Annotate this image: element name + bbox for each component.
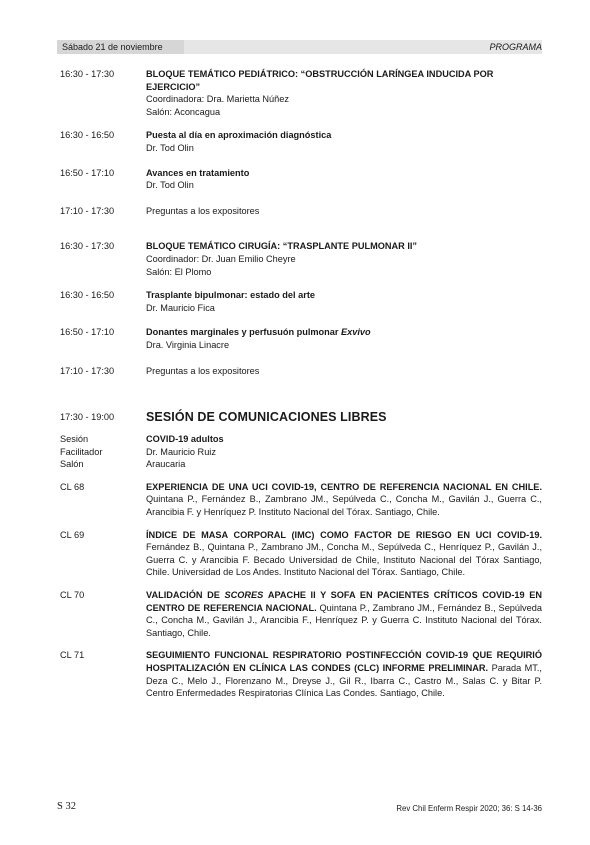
abstract-item <box>60 481 542 519</box>
session-room: Araucaria <box>146 459 186 470</box>
abstract-title: SEGUIMIENTO FUNCIONAL RESPIRATORIO POSTINFECCIÓN COVID-19 QUE REQUIRIÓ HOSPITALIZACIÓN EN CLÍNICA LAS CONDES (CLC) INFORME PRELIMINAR. <box>146 650 542 673</box>
abstract-code: CL 68 <box>60 481 85 492</box>
abstract-item <box>60 529 542 579</box>
abstract-authors: Quintana P., Zambrano JM., Fernández B., Sepúlveda C., Concha M., Gavilán J., Arancibia F., Henríquez P. y Guerra C. Instituto Nacional del Tórax. Santiago, Chile. <box>146 602 542 638</box>
abstract-title: EXPERIENCIA DE UNA UCI COVID-19, CENTRO DE REFERENCIA NACIONAL EN CHILE. <box>146 481 542 492</box>
abstract-code: CL 70 <box>60 590 85 601</box>
program-item <box>60 365 542 378</box>
room: Salón: El Plomo <box>146 266 212 277</box>
time-slot: 17:10 - 17:30 <box>60 365 115 376</box>
coordinator: Coordinadora: Dra. Marietta Núñez <box>146 94 289 105</box>
abstract-title: ÍNDICE DE MASA CORPORAL (IMC) COMO FACTOR DE RIESGO EN UCI COVID-19. <box>146 529 542 540</box>
session-header <box>60 410 542 424</box>
speaker: Dr. Tod Olin <box>146 180 194 191</box>
time-slot: 16:50 - 17:10 <box>60 167 115 178</box>
abstract-text <box>146 589 542 639</box>
time-slot: 16:50 - 17:10 <box>60 327 115 338</box>
time-slot: 17:10 - 17:30 <box>60 205 115 216</box>
program-item <box>60 240 542 278</box>
qa-label: Preguntas a los expositores <box>146 205 260 216</box>
block-title: BLOQUE TEMÁTICO PEDIÁTRICO: “OBSTRUCCIÓN LARÍNGEA INDUCIDA POR EJERCICIO” <box>146 69 494 92</box>
abstract-title-italic: SCORES <box>224 590 264 601</box>
abstract-title-pre: VALIDACIÓN DE <box>146 590 220 601</box>
abstract-text <box>146 529 542 579</box>
session-labels <box>60 433 146 471</box>
session-topic: COVID-19 adultos <box>146 434 224 445</box>
talk-title-italic: Exvivo <box>341 327 371 338</box>
program-item <box>60 289 542 314</box>
room: Salón: Aconcagua <box>146 106 221 117</box>
talk-title-text: Donantes marginales y perfusuón pulmonar <box>146 327 339 338</box>
time-slot: 16:30 - 17:30 <box>60 69 115 79</box>
label-room: Salón <box>60 459 84 470</box>
talk-title <box>146 326 542 339</box>
block-title: BLOQUE TEMÁTICO CIRUGÍA: “TRASPLANTE PULMONAR II” <box>146 241 418 252</box>
program-content <box>60 68 542 700</box>
time-slot: 16:30 - 17:30 <box>60 241 115 252</box>
speaker: Dr. Tod Olin <box>146 142 194 153</box>
label-facilitator: Facilitador <box>60 446 103 457</box>
time-slot: 17:30 - 19:00 <box>60 412 115 423</box>
talk-title: Trasplante bipulmonar: estado del arte <box>146 290 315 301</box>
abstract-text <box>146 481 542 519</box>
program-item <box>60 129 542 154</box>
session-title: SESIÓN DE COMUNICACIONES LIBRES <box>146 410 387 425</box>
abstract-item <box>60 589 542 639</box>
coordinator: Coordinador: Dr. Juan Emilio Cheyre <box>146 253 296 264</box>
time-slot: 16:30 - 16:50 <box>60 130 115 141</box>
talk-title: Puesta al día en aproximación diagnóstica <box>146 130 332 141</box>
qa-label: Preguntas a los expositores <box>146 365 260 376</box>
abstract-code: CL 71 <box>60 650 85 661</box>
speaker: Dra. Virginia Linacre <box>146 339 230 350</box>
speaker: Dr. Mauricio Fica <box>146 302 215 313</box>
header-section: PROGRAMA <box>489 42 542 52</box>
abstract-authors: Parada MT., Deza C., Melo J., Florenzano M., Dreyse J., Gil R., Ibarra C., Castro M., Salas C. y Bitar P. Centro Enfermedades Respiratorias Clínica Las Condes. Santiago, Chile. <box>146 663 542 699</box>
label-session: Sesión <box>60 434 89 445</box>
abstract-authors: Quintana P., Fernández B., Zambrano JM., Sepúlveda C., Concha M., Gavilán J., Guerra C., Arancibia F. y Henríquez P. Instituto Nacional del Tórax. Santiago, Chile. <box>146 494 542 518</box>
program-item <box>60 326 542 351</box>
session-info <box>60 433 542 471</box>
header-date: Sábado 21 de noviembre <box>57 40 184 54</box>
header-bar <box>184 40 542 54</box>
program-item <box>60 167 542 192</box>
abstract-code: CL 69 <box>60 529 85 540</box>
program-item <box>60 205 542 218</box>
program-item <box>60 68 542 118</box>
page-number: S 32 <box>57 801 76 812</box>
time-slot: 16:30 - 16:50 <box>60 290 115 301</box>
abstract-title: APACHE II Y SOFA EN PACIENTES CRÍTICOS COVID-19 EN CENTRO DE REFERENCIA NACIONAL. <box>146 590 542 613</box>
facilitator: Dr. Mauricio Ruiz <box>146 446 216 457</box>
talk-title: Avances en tratamiento <box>146 167 250 178</box>
abstract-authors: Fernández B., Quintana P., Zambrano JM., Concha M., Sepúlveda C., Henríquez P., Gavilán J., Guerra C. y Arancibia F. Becado Universidad de Chile, Instituto Nacional del Tórax Santiago, Chile. Universidad de Los Andes. Instituto Nacional del Tórax. Santiago, Chile. <box>146 542 542 578</box>
journal-citation: Rev Chil Enferm Respir 2020; 36: S 14-36 <box>396 804 542 813</box>
page-header <box>57 40 542 54</box>
abstract-item <box>60 649 542 699</box>
abstract-text <box>146 649 542 699</box>
